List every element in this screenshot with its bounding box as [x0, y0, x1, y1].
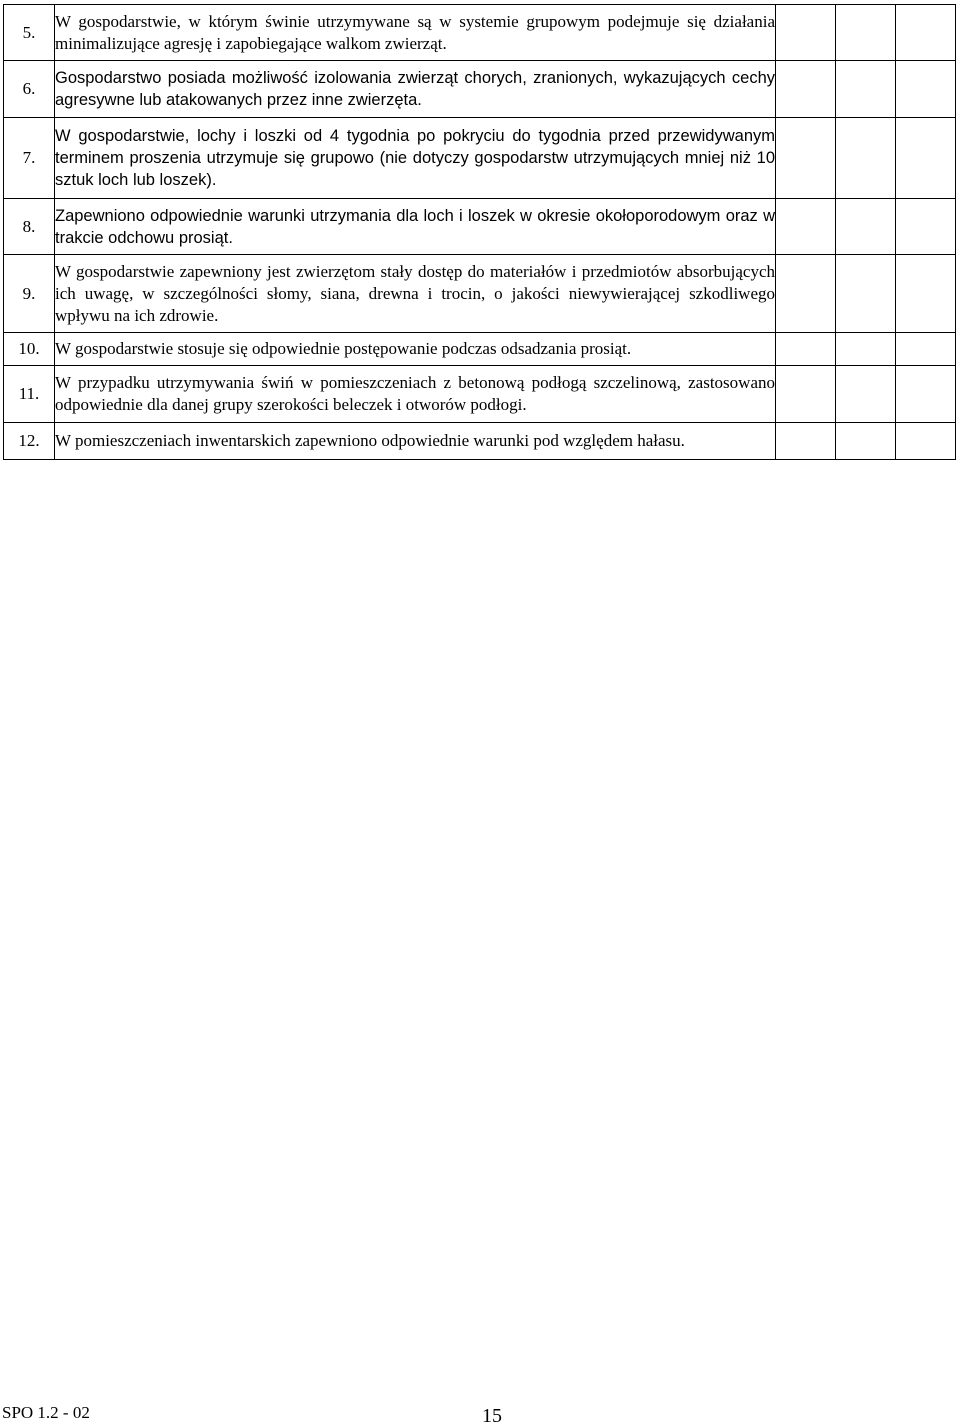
table-row [4, 423, 956, 460]
check-cell-1[interactable] [776, 366, 836, 423]
footer-document-code: SPO 1.2 - 02 [2, 1403, 90, 1422]
table-row [4, 118, 956, 199]
row-number: 12. [4, 423, 55, 460]
row-number: 8. [4, 199, 55, 255]
check-cell-2[interactable] [836, 333, 896, 366]
row-text: W gospodarstwie, w którym świnie utrzymywane są w systemie grupowym podejmuje się działania minimalizujące agresję i zapobiegające walkom zwierząt. [55, 5, 776, 61]
table-row [4, 61, 956, 118]
check-cell-3[interactable] [896, 423, 956, 460]
check-cell-3[interactable] [896, 366, 956, 423]
check-cell-2[interactable] [836, 199, 896, 255]
check-cell-3[interactable] [896, 199, 956, 255]
row-text: W gospodarstwie stosuje się odpowiednie postępowanie podczas odsadzania prosiąt. [55, 333, 776, 366]
table-row [4, 199, 956, 255]
row-text: W gospodarstwie zapewniony jest zwierzętom stały dostęp do materiałów i przedmiotów absorbujących ich uwagę, w szczególności słomy, siana, drewna i trocin, o jakości niewywierającej szkodliwego wpływu na ich zdrowie. [55, 255, 776, 333]
row-text: W przypadku utrzymywania świń w pomieszczeniach z betonową podłogą szczelinową, zastosowano odpowiednie dla danej grupy szerokości beleczek i otworów podłogi. [55, 366, 776, 423]
table-row [4, 255, 956, 333]
page-number: 15 [482, 1405, 502, 1427]
check-cell-2[interactable] [836, 61, 896, 118]
row-number: 5. [4, 5, 55, 61]
check-cell-2[interactable] [836, 366, 896, 423]
row-number: 7. [4, 118, 55, 199]
check-cell-3[interactable] [896, 333, 956, 366]
row-number: 9. [4, 255, 55, 333]
check-cell-3[interactable] [896, 61, 956, 118]
check-cell-2[interactable] [836, 423, 896, 460]
check-cell-1[interactable] [776, 199, 836, 255]
row-text: Gospodarstwo posiada możliwość izolowania zwierząt chorych, zranionych, wykazujących cechy agresywne lub atakowanych przez inne zwierzęta. [55, 61, 776, 118]
row-number: 11. [4, 366, 55, 423]
check-cell-3[interactable] [896, 5, 956, 61]
check-cell-1[interactable] [776, 61, 836, 118]
checklist-table [3, 4, 956, 460]
check-cell-3[interactable] [896, 118, 956, 199]
row-text: Zapewniono odpowiednie warunki utrzymania dla loch i loszek w okresie okołoporodowym oraz w trakcie odchowu prosiąt. [55, 199, 776, 255]
check-cell-1[interactable] [776, 118, 836, 199]
row-text: W gospodarstwie, lochy i loszki od 4 tygodnia po pokryciu do tygodnia przed przewidywanym terminem proszenia utrzymuje się grupowo (nie dotyczy gospodarstw utrzymujących mniej niż 10 sztuk loch lub loszek). [55, 118, 776, 199]
check-cell-1[interactable] [776, 5, 836, 61]
check-cell-1[interactable] [776, 255, 836, 333]
table-row [4, 5, 956, 61]
check-cell-1[interactable] [776, 333, 836, 366]
check-cell-1[interactable] [776, 423, 836, 460]
row-number: 6. [4, 61, 55, 118]
check-cell-3[interactable] [896, 255, 956, 333]
table-row [4, 333, 956, 366]
check-cell-2[interactable] [836, 255, 896, 333]
row-text: W pomieszczeniach inwentarskich zapewniono odpowiednie warunki pod względem hałasu. [55, 423, 776, 460]
row-number: 10. [4, 333, 55, 366]
table-row [4, 366, 956, 423]
check-cell-2[interactable] [836, 118, 896, 199]
check-cell-2[interactable] [836, 5, 896, 61]
